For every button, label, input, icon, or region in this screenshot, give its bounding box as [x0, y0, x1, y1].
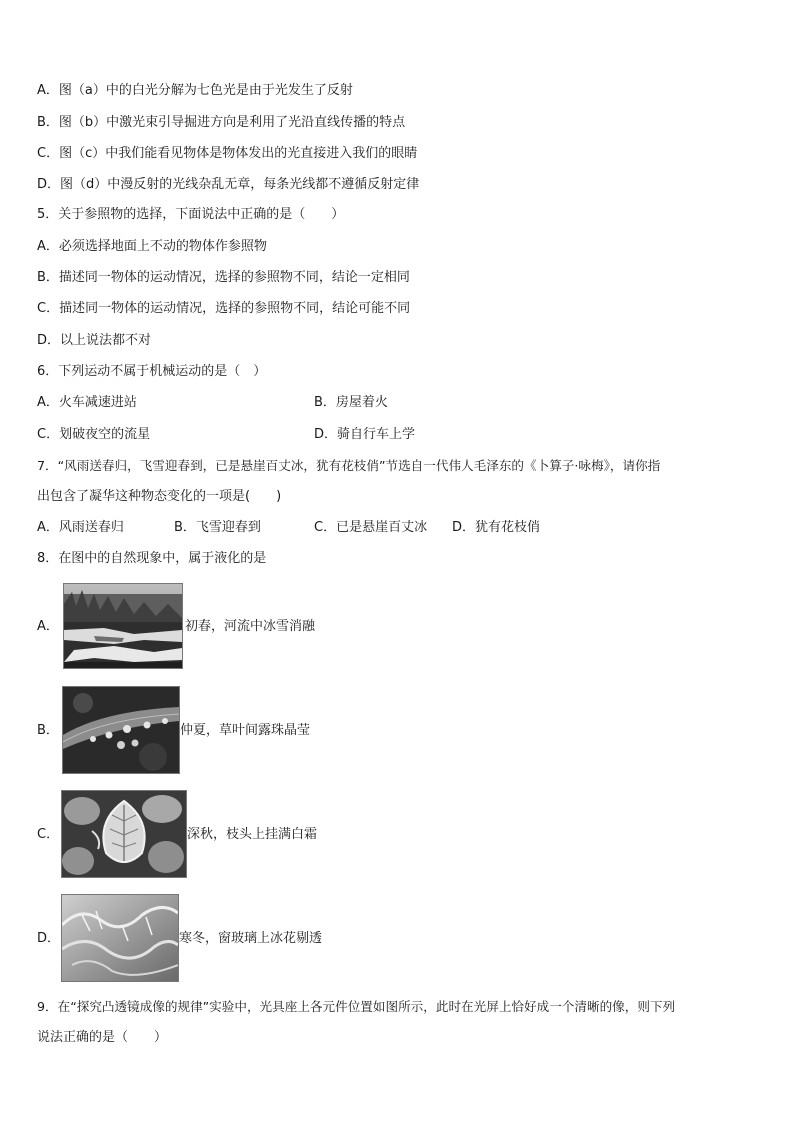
- q7-option-d: D．犹有花枝俏: [452, 520, 541, 535]
- q6-option-d: D．骑自行车上学: [314, 427, 416, 442]
- q5-option-b: B．描述同一物体的运动情况，选择的参照物不同，结论一定相同: [37, 270, 410, 285]
- frost-leaves-photo: [61, 790, 187, 878]
- q4-option-d: D．图（d）中漫反射的光线杂乱无章，每条光线都不遵循反射定律: [37, 177, 420, 192]
- q6-stem: 6．下列运动不属于机械运动的是（ ）: [37, 364, 267, 379]
- q4-option-a: A．图（a）中的白光分解为七色光是由于光发生了反射: [37, 83, 353, 98]
- q5-option-a: A．必须选择地面上不动的物体作参照物: [37, 239, 267, 254]
- q7-option-c: C．已是悬崖百丈冰: [314, 520, 428, 535]
- river-ice-photo: [63, 583, 183, 669]
- q7-option-a: A．风雨送春归: [37, 520, 124, 535]
- q8-option-c-letter: C．: [37, 827, 60, 842]
- q9-stem-line1: 9．在“探究凸透镜成像的规律”实验中，光具座上各元件位置如图所示，此时在光屏上恰好成一个清晰的像，则下列: [37, 999, 676, 1014]
- dew-grass-photo: [62, 686, 180, 774]
- q9-stem-line2: 说法正确的是（ ）: [37, 1030, 168, 1045]
- q8-option-a-letter: A．: [37, 619, 59, 634]
- q5-option-c: C．描述同一物体的运动情况，选择的参照物不同，结论可能不同: [37, 301, 411, 316]
- q8-option-b-letter: B．: [37, 723, 59, 738]
- q6-option-b: B．房屋着火: [314, 395, 388, 410]
- q8-option-a-caption: 初春，河流中冰雪消融: [185, 619, 316, 634]
- q4-option-b: B．图（b）中激光束引导掘进方向是利用了光沿直线传播的特点: [37, 115, 406, 130]
- q7-stem-line1: 7．“风雨送春归，飞雪迎春到，已是悬崖百丈冰，犹有花枝俏”节选自一代伟人毛泽东的《卜算子·咏梅》，请你指: [37, 458, 661, 473]
- q7-option-b: B．飞雪迎春到: [174, 520, 261, 535]
- q6-option-a: A．火车减速进站: [37, 395, 137, 410]
- q5-option-d: D．以上说法都不对: [37, 333, 152, 348]
- q7-stem-line2: 出包含了凝华这种物态变化的一项是( ): [37, 489, 282, 504]
- q4-option-c: C．图（c）中我们能看见物体是物体发出的光直接进入我们的眼睛: [37, 146, 418, 161]
- q8-option-d-caption: 寒冬，窗玻璃上冰花剔透: [179, 931, 323, 946]
- q8-option-b: [37, 686, 377, 774]
- q8-option-c-caption: 深秋，枝头上挂满白霜: [187, 827, 318, 842]
- window-frost-photo: [61, 894, 179, 982]
- q8-option-d-letter: D．: [37, 931, 61, 946]
- q8-option-d: [37, 894, 377, 982]
- q8-option-c: [37, 790, 377, 878]
- q8-option-a: [37, 583, 377, 669]
- q6-option-c: C．划破夜空的流星: [37, 427, 151, 442]
- q5-stem: 5．关于参照物的选择，下面说法中正确的是（ ）: [37, 207, 345, 222]
- q8-stem: 8．在图中的自然现象中，属于液化的是: [37, 551, 267, 566]
- q8-option-b-caption: 仲夏，草叶间露珠晶莹: [180, 723, 311, 738]
